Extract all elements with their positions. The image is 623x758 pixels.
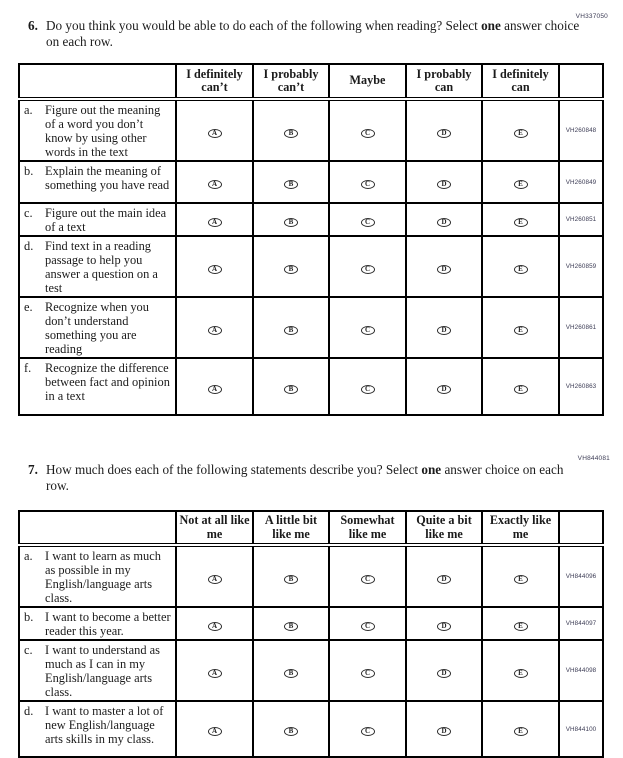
row-letter: a. (24, 549, 33, 563)
answer-bubble[interactable]: B (284, 180, 298, 189)
answer-cell (329, 545, 406, 607)
answer-cell (176, 701, 253, 757)
code-column-header (559, 64, 603, 99)
answer-bubble[interactable]: D (437, 622, 451, 631)
column-header: I definitely can (482, 64, 559, 99)
answer-cell (253, 236, 329, 297)
answer-cell (406, 607, 482, 640)
answer-bubble[interactable]: A (208, 265, 222, 274)
answer-cell (329, 297, 406, 358)
answer-cell (176, 203, 253, 236)
row-label (19, 607, 176, 640)
row-code: VH260848 (559, 99, 603, 161)
answer-bubble[interactable]: D (437, 385, 451, 394)
answer-bubble[interactable]: C (361, 727, 375, 736)
row-label (19, 701, 176, 757)
table-row (19, 640, 603, 701)
answer-bubble[interactable]: E (514, 129, 528, 138)
row-text: Find text in a reading passage to help you answer a question on a test (45, 239, 158, 295)
answer-cell (482, 358, 559, 415)
row-letter: b. (24, 610, 34, 624)
answer-bubble[interactable]: A (208, 727, 222, 736)
answer-bubble[interactable]: C (361, 265, 375, 274)
answer-bubble[interactable]: B (284, 218, 298, 227)
answer-bubble[interactable]: A (208, 385, 222, 394)
answer-bubble[interactable]: A (208, 575, 222, 584)
answer-cell (406, 236, 482, 297)
answer-bubble[interactable]: E (514, 622, 528, 631)
empty-header-cell (19, 64, 176, 99)
row-text: Explain the meaning of something you have read (45, 164, 170, 192)
answer-bubble[interactable]: B (284, 129, 298, 138)
answer-cell (329, 203, 406, 236)
column-header: I probably can (406, 64, 482, 99)
answer-cell (406, 545, 482, 607)
row-code: VH844098 (559, 640, 603, 701)
answer-cell (406, 297, 482, 358)
answer-bubble[interactable]: B (284, 727, 298, 736)
answer-cell (482, 297, 559, 358)
answer-bubble[interactable]: B (284, 622, 298, 631)
answer-bubble[interactable]: E (514, 326, 528, 335)
row-letter: e. (24, 300, 33, 314)
answer-bubble[interactable]: C (361, 218, 375, 227)
answer-cell (253, 701, 329, 757)
question-text (46, 18, 581, 50)
row-text: I want to master a lot of new English/language arts skills in my class. (45, 704, 164, 746)
question-6-table (18, 63, 604, 416)
answer-cell (482, 236, 559, 297)
column-header: I probably can’t (253, 64, 329, 99)
table-row (19, 701, 603, 757)
answer-bubble[interactable]: D (437, 575, 451, 584)
answer-cell (253, 640, 329, 701)
answer-cell (253, 161, 329, 203)
row-letter: d. (24, 239, 34, 253)
table-row (19, 203, 603, 236)
answer-cell (176, 161, 253, 203)
table-row (19, 607, 603, 640)
answer-cell (406, 99, 482, 161)
answer-cell (482, 640, 559, 701)
table-row (19, 545, 603, 607)
row-text: I want to understand as much as I can in my English/language arts class. (45, 643, 160, 699)
question-text-bold: one (421, 462, 442, 477)
row-label (19, 236, 176, 297)
answer-cell (329, 701, 406, 757)
row-letter: c. (24, 643, 33, 657)
answer-cell (406, 358, 482, 415)
answer-bubble[interactable]: C (361, 326, 375, 335)
answer-cell (482, 545, 559, 607)
question-code: VH844081 (577, 455, 610, 462)
column-header: Somewhat like me (329, 511, 406, 545)
question-text-before: Do you think you would be able to do each of the following when reading? Select (46, 18, 482, 33)
answer-bubble[interactable]: A (208, 180, 222, 189)
row-code: VH260851 (559, 203, 603, 236)
question-text-bold: one (481, 18, 501, 33)
answer-bubble[interactable]: D (437, 265, 451, 274)
question-text-after: answer choice on each row. (46, 462, 564, 493)
answer-cell (253, 297, 329, 358)
row-label (19, 358, 176, 415)
row-text: I want to become a better reader this year. (45, 610, 171, 638)
answer-cell (329, 99, 406, 161)
answer-cell (482, 161, 559, 203)
answer-cell (406, 640, 482, 701)
answer-cell (253, 203, 329, 236)
table-row (19, 99, 603, 161)
answer-cell (176, 297, 253, 358)
answer-bubble[interactable]: B (284, 265, 298, 274)
row-label (19, 161, 176, 203)
answer-bubble[interactable]: E (514, 385, 528, 394)
answer-bubble[interactable]: C (361, 622, 375, 631)
question-7-block (0, 448, 623, 758)
answer-bubble[interactable]: A (208, 326, 222, 335)
answer-bubble[interactable]: E (514, 218, 528, 227)
question-number: 7. (28, 462, 38, 477)
table-row (19, 236, 603, 297)
answer-bubble[interactable]: A (208, 669, 222, 678)
question-text-after: answer choice on each row. (46, 18, 580, 49)
answer-bubble[interactable]: D (437, 727, 451, 736)
answer-cell (176, 545, 253, 607)
question-code: VH337050 (575, 13, 608, 20)
answer-cell (406, 701, 482, 757)
answer-bubble[interactable]: A (208, 622, 222, 631)
row-code: VH844096 (559, 545, 603, 607)
header-row (19, 64, 603, 99)
answer-cell (253, 545, 329, 607)
row-letter: c. (24, 206, 33, 220)
row-letter: a. (24, 103, 33, 117)
row-letter: b. (24, 164, 34, 178)
row-code: VH260863 (559, 358, 603, 415)
row-letter: d. (24, 704, 34, 718)
answer-bubble[interactable]: B (284, 326, 298, 335)
row-label (19, 297, 176, 358)
answer-bubble[interactable]: E (514, 669, 528, 678)
answer-cell (329, 236, 406, 297)
answer-bubble[interactable]: D (437, 218, 451, 227)
answer-cell (482, 607, 559, 640)
table-row (19, 297, 603, 358)
answer-bubble[interactable]: C (361, 385, 375, 394)
answer-bubble[interactable]: C (361, 129, 375, 138)
answer-bubble[interactable]: B (284, 575, 298, 584)
answer-cell (329, 607, 406, 640)
column-header: Exactly like me (482, 511, 559, 545)
question-number: 6. (28, 18, 38, 33)
row-code: VH260861 (559, 297, 603, 358)
answer-bubble[interactable]: D (437, 326, 451, 335)
row-code: VH844097 (559, 607, 603, 640)
answer-bubble[interactable]: E (514, 727, 528, 736)
answer-bubble[interactable]: D (437, 180, 451, 189)
code-column-header (559, 511, 603, 545)
row-code: VH844100 (559, 701, 603, 757)
row-letter: f. (24, 361, 32, 375)
column-header: Maybe (329, 64, 406, 99)
question-text (46, 462, 581, 494)
question-7-table (18, 510, 604, 758)
column-header: A little bit like me (253, 511, 329, 545)
row-text: I want to learn as much as possible in my English/language arts class. (45, 549, 161, 605)
header-row (19, 511, 603, 545)
column-header: I definitely can’t (176, 64, 253, 99)
row-text: Figure out the meaning of a word you don’t know by using other words in the text (45, 103, 161, 159)
answer-cell (329, 358, 406, 415)
answer-cell (482, 701, 559, 757)
answer-bubble[interactable]: D (437, 669, 451, 678)
row-label (19, 640, 176, 701)
answer-bubble[interactable]: A (208, 218, 222, 227)
answer-bubble[interactable]: A (208, 129, 222, 138)
answer-cell (253, 99, 329, 161)
row-code: VH260859 (559, 236, 603, 297)
answer-cell (176, 607, 253, 640)
answer-cell (253, 358, 329, 415)
row-label (19, 99, 176, 161)
answer-bubble[interactable]: C (361, 575, 375, 584)
row-code: VH260849 (559, 161, 603, 203)
answer-cell (176, 640, 253, 701)
answer-cell (482, 203, 559, 236)
empty-header-cell (19, 511, 176, 545)
answer-bubble[interactable]: C (361, 180, 375, 189)
row-text: Recognize when you don’t understand something you are reading (45, 300, 149, 356)
table-row (19, 161, 603, 203)
answer-cell (176, 236, 253, 297)
answer-cell (329, 161, 406, 203)
column-header: Quite a bit like me (406, 511, 482, 545)
row-label (19, 545, 176, 607)
answer-cell (406, 161, 482, 203)
answer-bubble[interactable]: E (514, 575, 528, 584)
row-text: Recognize the difference between fact and opinion in a text (45, 361, 170, 403)
answer-cell (406, 203, 482, 236)
answer-cell (253, 607, 329, 640)
answer-bubble[interactable]: E (514, 180, 528, 189)
question-text-before: How much does each of the following statements describe you? Select (46, 462, 422, 477)
answer-cell (176, 99, 253, 161)
answer-bubble[interactable]: B (284, 385, 298, 394)
answer-cell (329, 640, 406, 701)
answer-bubble[interactable]: E (514, 265, 528, 274)
row-text: Figure out the main idea of a text (45, 206, 167, 234)
answer-bubble[interactable]: C (361, 669, 375, 678)
question-prompt (28, 18, 623, 50)
answer-bubble[interactable]: D (437, 129, 451, 138)
answer-cell (176, 358, 253, 415)
answer-cell (482, 99, 559, 161)
question-prompt (28, 462, 623, 494)
column-header: Not at all like me (176, 511, 253, 545)
row-label (19, 203, 176, 236)
table-row (19, 358, 603, 415)
answer-bubble[interactable]: B (284, 669, 298, 678)
